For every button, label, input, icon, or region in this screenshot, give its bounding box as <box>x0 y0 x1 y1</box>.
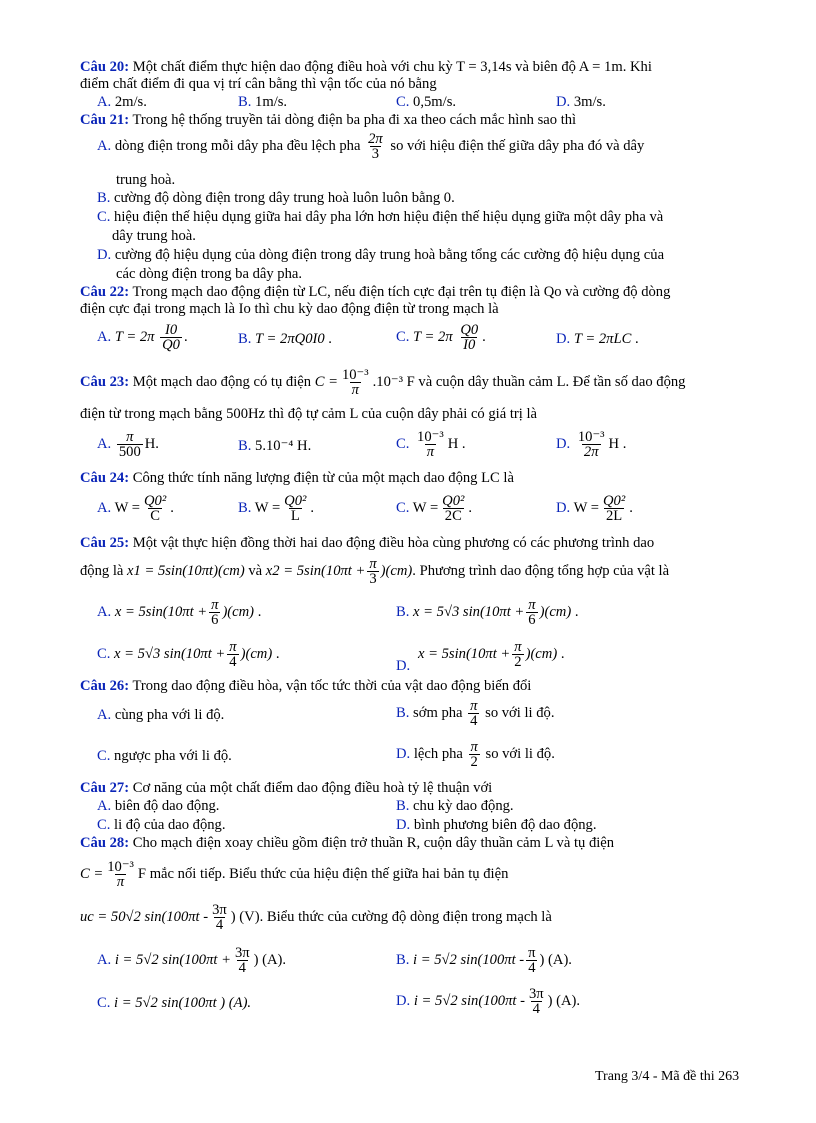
q25-option-b: B. x = 5√3 sin(10πt + $\frac{\pi}{6}$ )(cm) . <box>396 597 579 628</box>
q21-stem: Câu 21: Trong hệ thống truyền tải dòng điện ba pha đi xa theo cách mắc hình sao thì <box>80 112 577 128</box>
fraction: $\frac{\pi}{4}$ <box>470 698 478 729</box>
q22-stem-line1: Câu 22: Trong mạch dao động điện từ LC, nếu điện tích cực đại trên tụ điện là Qo và cường độ dòng <box>80 284 671 300</box>
q26-option-a: A. cùng pha với li độ. <box>97 707 225 723</box>
q23-option-b: B. 5.10⁻⁴ H. <box>238 438 312 454</box>
q26-stem: Câu 26: Trong dao động điều hòa, vận tốc tức thời của vật dao động biến đổi <box>80 678 532 694</box>
q25-option-d: x = 5sin(10πt + $\frac{\pi}{2}$ )(cm) . <box>418 639 565 670</box>
q28-option-a: A. i = 5√2 sin(100πt + $\frac{3\pi}{4}$ ) (A). <box>97 945 287 976</box>
fraction: $\frac{\text{Q0²}}{2L}$ <box>602 493 626 524</box>
fraction: $\frac{3\pi}{4}$ <box>212 902 227 933</box>
fraction: $\frac{\text{10⁻³}}{2\pi}$ <box>577 429 605 460</box>
q27-option-b: B. chu kỳ dao động. <box>396 798 514 814</box>
q25-option-a: A. x = 5sin(10πt + $\frac{\pi}{6}$ )(cm) . <box>97 597 262 628</box>
fraction: $\frac{2\pi}{3}$ <box>368 131 383 162</box>
q27-stem: Câu 27: Cơ năng của một chất điểm dao động điều hoà tỷ lệ thuận với <box>80 780 493 796</box>
q20-label: Câu 20: <box>80 59 130 75</box>
fraction: $\frac{3\pi}{4}$ <box>528 986 544 1017</box>
q20-option-c: C. 0,5m/s. <box>396 94 457 110</box>
fraction: $\frac{\text{Q0²}}{C}$ <box>143 493 167 524</box>
q27-option-c: C. li độ của dao động. <box>97 817 226 833</box>
fraction: $\frac{\text{10⁻³}}{\pi}$ <box>107 859 134 890</box>
q21-option-a: A. dòng điện trong mỗi dây pha đều lệch pha $\frac{2\pi}{3}$ so với hiệu điện thế giữa dây pha đó và dây <box>97 131 645 162</box>
q28-stem-line2: C = $\frac{\text{10⁻³}}{\pi}$ F mắc nối tiếp. Biểu thức của hiệu điện thế giữa hai bản tụ điện <box>80 859 509 890</box>
fraction: $\frac{\pi}{3}$ <box>369 556 377 587</box>
q28-option-c: C. i = 5√2 sin(100πt ) (A). <box>97 995 252 1011</box>
q26-option-b: B. sớm pha $\frac{\pi}{4}$ so với li độ. <box>396 698 555 729</box>
fraction: $\frac{\text{Q0²}}{2C}$ <box>442 493 465 524</box>
fraction: $\frac{\pi}{6}$ <box>528 597 536 628</box>
fraction: $\frac{\pi}{4}$ <box>229 639 237 670</box>
q22-option-c: C. T = 2π $\frac{Q0}{I0}$ . <box>396 322 486 353</box>
q22-stem-line2: điện cực đại trong mạch là Io thì chu kỳ dao động điện từ trong mạch là <box>80 301 499 317</box>
fraction: $\frac{I0}{Q0}$ <box>162 322 180 353</box>
q24-option-b: B. W = $\frac{\text{Q0²}}{L}$ . <box>238 493 315 524</box>
q25-option-d-label: D. <box>396 658 411 674</box>
q24-stem: Câu 24: Công thức tính năng lượng điện từ của một mạch dao động LC là <box>80 470 514 486</box>
q24-option-c: C. W = $\frac{\text{Q0²}}{2C}$ . <box>396 493 473 524</box>
q25-option-c: C. x = 5√3 sin(10πt + $\frac{\pi}{4}$ )(cm) . <box>97 639 280 670</box>
q25-stem-line2: động là x1 = 5sin(10πt)(cm) và x2 = 5sin(10πt + $\frac{\pi}{3}$ )(cm). Phương trình dao động tổng hợp của vật là <box>80 556 670 587</box>
q23-option-c: C. $\frac{\text{10⁻³}}{\pi}$ H . <box>396 429 466 460</box>
fraction: $\frac{\pi}{6}$ <box>211 597 219 628</box>
q21-option-a-cont: trung hoà. <box>116 172 176 188</box>
q20-option-a: A. 2m/s. <box>97 94 147 110</box>
q24-option-d: D. W = $\frac{\text{Q0²}}{2L}$ . <box>556 493 633 524</box>
q23-option-a: A. $\frac{\pi}{500}$ H. <box>97 429 159 460</box>
fraction: $\frac{\pi}{2}$ <box>514 639 522 670</box>
q24-option-a: A. W = $\frac{\text{Q0²}}{C}$ . <box>97 493 174 524</box>
q28-option-d: D. i = 5√2 sin(100πt - $\frac{3\pi}{4}$ ) (A). <box>396 986 581 1017</box>
q28-stem-line1: Câu 28: Cho mạch điện xoay chiều gồm điện trở thuần R, cuộn dây thuần cảm L và tụ điện <box>80 835 615 851</box>
q23-option-d: D. $\frac{\text{10⁻³}}{2\pi}$ H . <box>556 429 627 460</box>
fraction: $\frac{\pi}{500}$ <box>118 429 141 460</box>
page-footer: Trang 3/4 - Mã đề thi 263 <box>595 1069 740 1084</box>
q20-stem-line2: điểm chất điểm đi qua vị trí cân bằng thì vận tốc của nó bằng <box>80 76 437 92</box>
q21-option-c: C. hiệu điện thế hiệu dụng giữa hai dây pha lớn hơn hiệu điện thế hiệu dụng giữa một dây pha và <box>97 209 664 225</box>
q20-stem-1: Một chất điểm thực hiện dao động điều hoà với chu kỳ T = 3,14s và biên độ A = 1m. Khi <box>132 59 652 75</box>
q22-option-a: A. T = 2π $\frac{I0}{Q0}$ . <box>97 322 188 353</box>
fraction: $\frac{\text{Q0²}}{L}$ <box>284 493 307 524</box>
q20-stem-line1 <box>80 59 652 75</box>
fraction: $\frac{3\pi}{4}$ <box>234 945 250 976</box>
q22-option-d: D. T = 2πLC . <box>556 331 639 347</box>
q21-option-d-cont: các dòng điện trong ba dây pha. <box>116 266 303 282</box>
q21-option-d: D. cường độ hiệu dụng của dòng điện trong dây trung hoà bằng tổng các cường độ hiệu dụng của <box>97 247 665 263</box>
q26-option-d: D. lệch pha $\frac{\pi}{2}$ so với li độ. <box>396 739 555 770</box>
q20-option-b: B. 1m/s. <box>238 94 288 110</box>
q22-option-b: B. T = 2πQ0I0 . <box>238 331 332 347</box>
q20-option-d: D. 3m/s. <box>556 94 606 110</box>
q23-stem-line1: Câu 23: Một mạch dao động có tụ điện C = $\frac{\text{10⁻³}}{\pi}$ .10⁻³ F và cuộn dây thuần cảm L. Để tần số dao động <box>80 367 686 398</box>
q27-option-d: D. bình phương biên độ dao động. <box>396 817 597 833</box>
q28-stem-line3: uc = 50√2 sin(100πt - $\frac{3\pi}{4}$ ) (V). Biểu thức của cường độ dòng điện trong mạch là <box>80 902 552 933</box>
fraction: $\frac{\pi}{4}$ <box>528 945 536 976</box>
q26-option-c: C. ngược pha với li độ. <box>97 748 232 764</box>
fraction: $\frac{\text{10⁻³}}{\pi}$ <box>417 429 444 460</box>
q23-stem-line2: điện từ trong mạch bằng 500Hz thì độ tự cảm L của cuộn dây phải có giá trị là <box>80 406 538 422</box>
fraction: $\frac{\pi}{2}$ <box>470 739 478 770</box>
q28-option-b: B. i = 5√2 sin(100πt - $\frac{\pi}{4}$ ) (A). <box>396 945 572 976</box>
q21-option-b: B. cường độ dòng điện trong dây trung hoà luôn luôn bằng 0. <box>97 190 455 206</box>
q27-option-a: A. biên độ dao động. <box>97 798 220 814</box>
fraction: $\frac{\text{10⁻³}}{\pi}$ <box>341 367 369 398</box>
q25-stem-line1: Câu 25: Một vật thực hiện đồng thời hai dao động điều hòa cùng phương có các phương trình dao <box>80 535 655 551</box>
fraction: $\frac{Q0}{I0}$ <box>460 322 479 353</box>
q21-option-c-cont: dây trung hoà. <box>112 228 196 244</box>
